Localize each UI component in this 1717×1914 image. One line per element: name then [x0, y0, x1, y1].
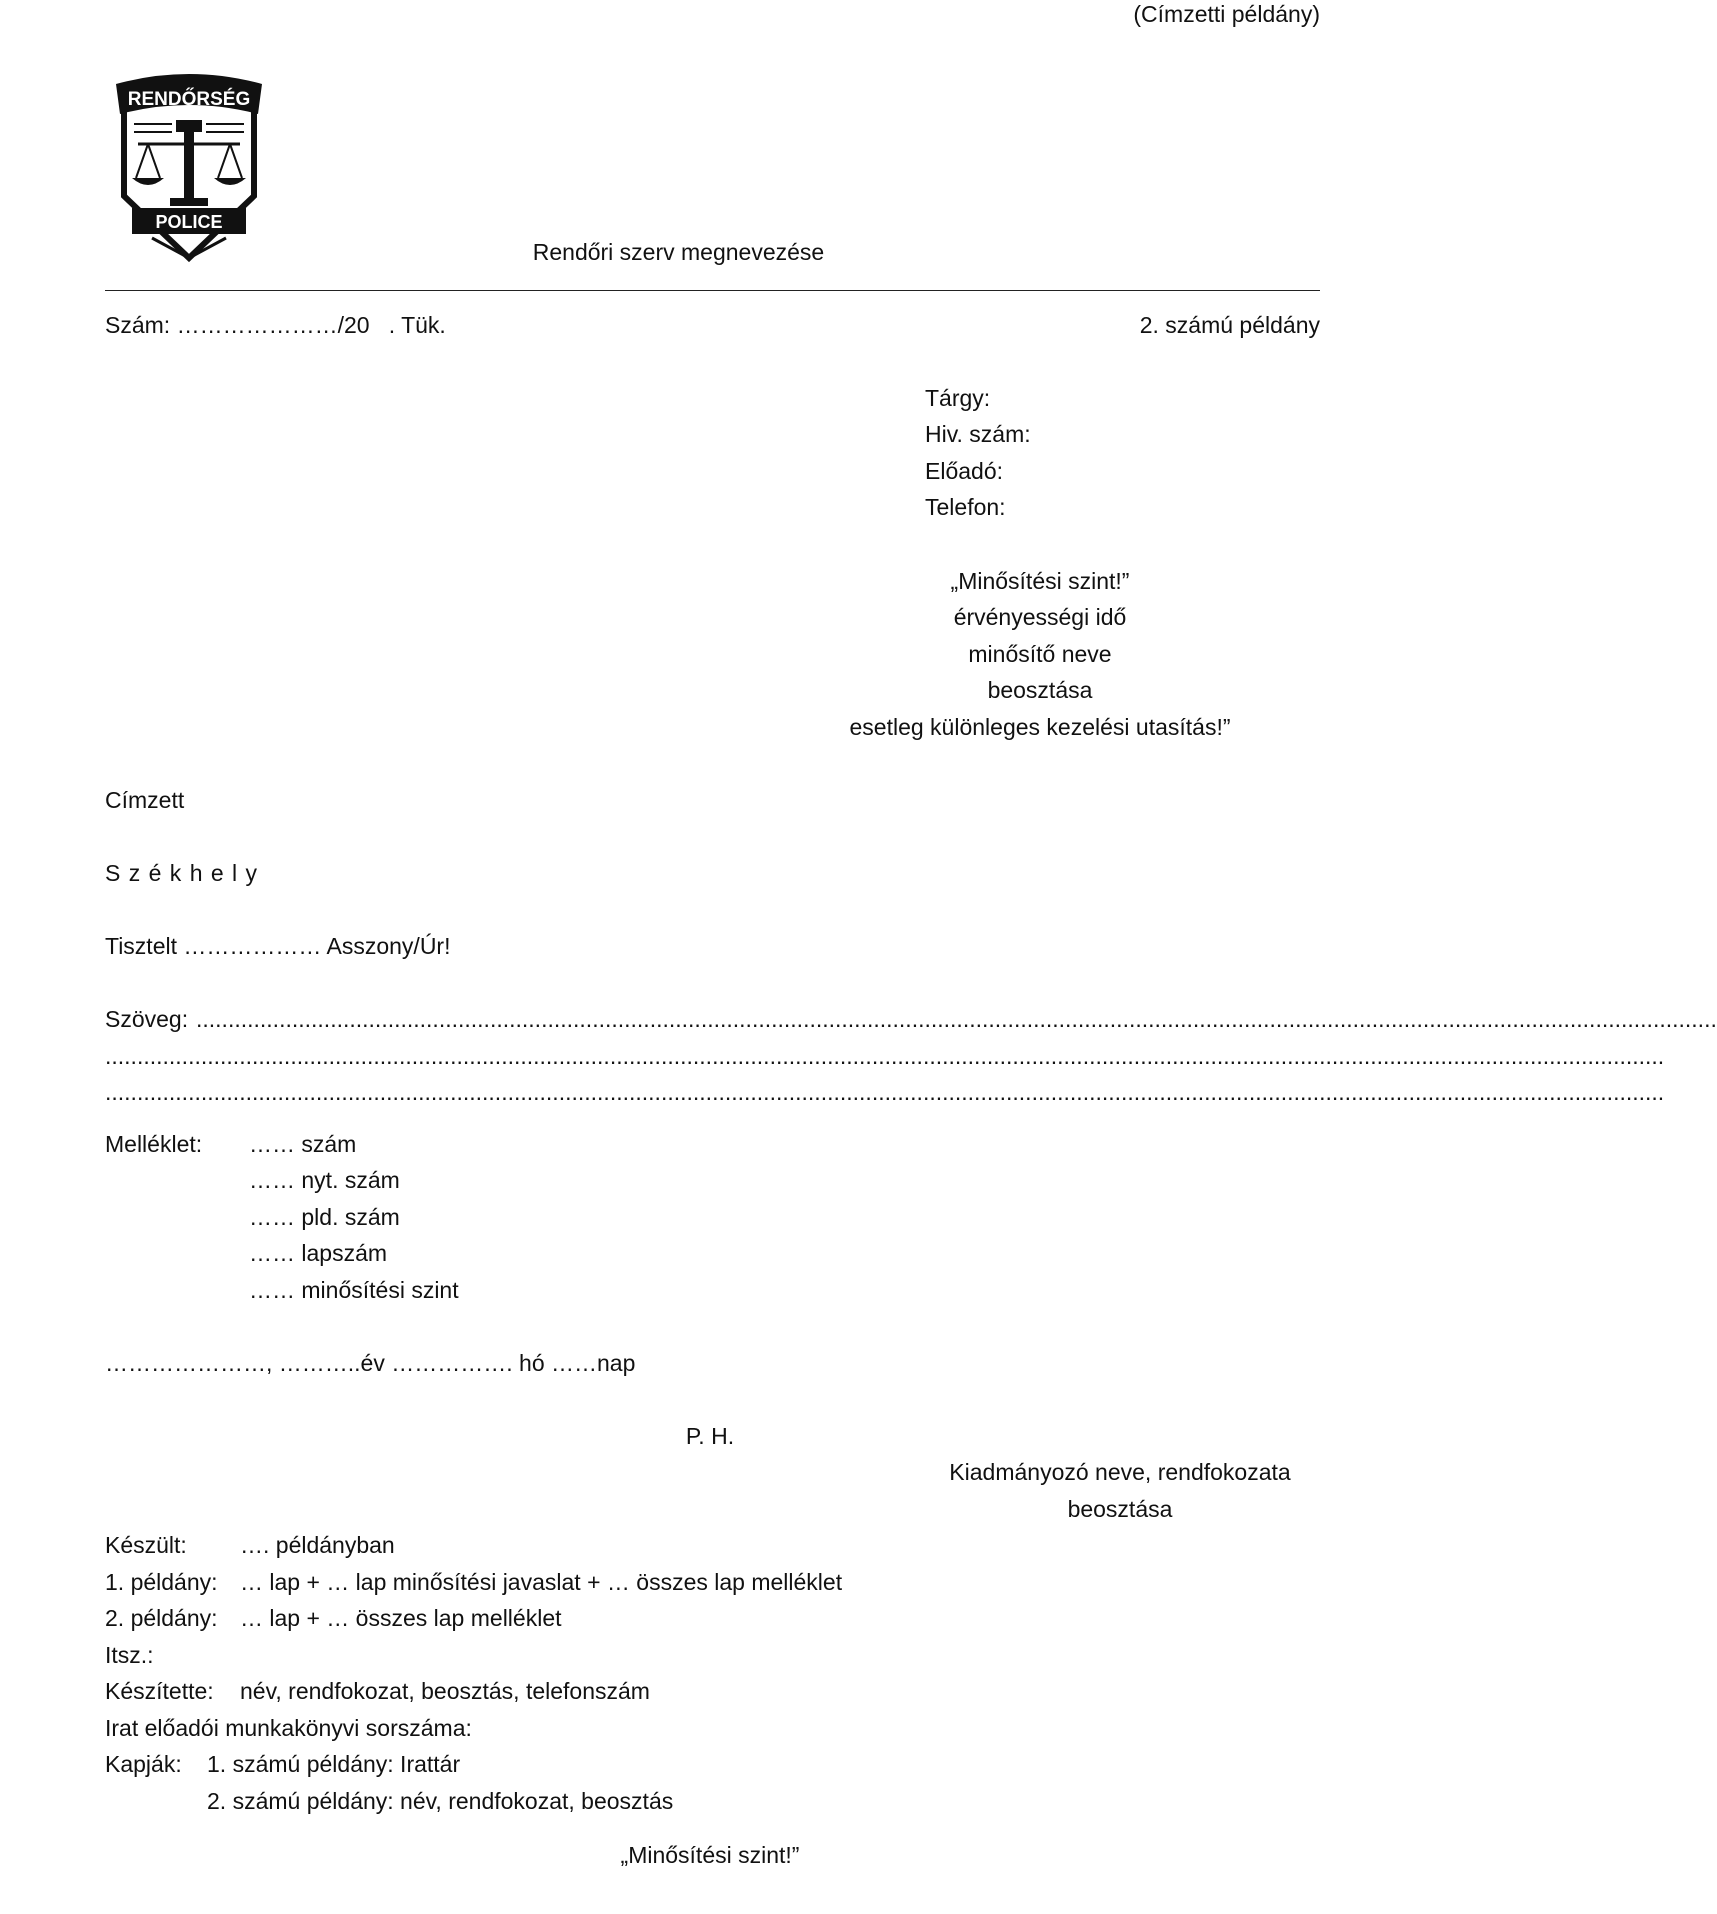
made-value: …. példányban [240, 1532, 395, 1558]
attachment-item: …… minősítési szint [249, 1277, 459, 1303]
text-line: .................................................................................................................................................................................................................................................... [105, 1043, 1665, 1069]
recipient-copy-item: 2. számú példány: név, rendfokozat, beosztás [207, 1788, 674, 1814]
police-badge-logo [112, 74, 266, 260]
header-rule [105, 290, 1320, 291]
itsz-label: Itsz.: [105, 1642, 154, 1668]
signer-name: Kiadmányozó neve, rendfokozata [949, 1459, 1291, 1485]
phone-label: Telefon: [925, 494, 1006, 520]
org-name: Rendőri szerv megnevezése [532, 239, 825, 265]
copy1-label: 1. példány: [105, 1569, 218, 1595]
copy1-value: … lap + … lap minősítési javaslat + … összes lap melléklet [240, 1569, 843, 1595]
classifier-position: beosztása [987, 677, 1093, 703]
text-line: .................................................................................................................................................................................................................................................... [105, 1079, 1665, 1105]
svg-text:RENDŐRSÉG: RENDŐRSÉG [127, 89, 251, 110]
stamp-label: P. H. [685, 1423, 735, 1449]
recipient-copy-item: 1. számú példány: Irattár [207, 1751, 461, 1777]
attachment-item: …… lapszám [249, 1240, 388, 1266]
recipient-label: Címzett [105, 787, 185, 813]
text-line: .............................................................................................................................................................................................................................................. [196, 1006, 1717, 1032]
subject-label: Tárgy: [925, 385, 991, 411]
svg-text:POLICE: POLICE [155, 212, 223, 232]
copy2-value: … lap + … összes lap melléklet [240, 1605, 562, 1631]
document-number: Szám: …………………/20 . Tük. [105, 312, 446, 338]
attachment-item: …… nyt. szám [249, 1167, 400, 1193]
ref-number-label: Hiv. szám: [925, 421, 1031, 447]
attachment-item: …… pld. szám [249, 1204, 400, 1230]
made-label: Készült: [105, 1532, 187, 1558]
validity-period: érvényességi idő [953, 604, 1127, 630]
special-handling: esetleg különleges kezelési utasítás!” [849, 714, 1231, 740]
classifier-name: minősítő neve [968, 641, 1112, 667]
prepared-value: név, rendfokozat, beosztás, telefonszám [240, 1678, 650, 1704]
prepared-label: Készítette: [105, 1678, 214, 1704]
attachment-item: …… szám [249, 1131, 357, 1157]
recipients-label: Kapják: [105, 1751, 182, 1777]
copy-note: (Címzetti példány) [1133, 1, 1320, 27]
copy2-label: 2. példány: [105, 1605, 218, 1631]
signer-position: beosztása [1067, 1496, 1173, 1522]
seat-label: S z é k h e l y [105, 860, 259, 886]
copy-number: 2. számú példány [1139, 312, 1320, 338]
text-label: Szöveg: [105, 1006, 195, 1032]
classification-level: „Minősítési szint!” [950, 568, 1130, 594]
date-line: …………………, ………..év ……………. hó ……nap [105, 1350, 636, 1376]
bottom-classification: „Minősítési szint!” [620, 1842, 800, 1868]
officer-label: Előadó: [925, 458, 1004, 484]
workbook-number-label: Irat előadói munkakönyvi sorszáma: [105, 1715, 472, 1741]
attachment-label: Melléklet: [105, 1131, 203, 1157]
salutation: Tisztelt ……………… Asszony/Úr! [105, 933, 451, 959]
